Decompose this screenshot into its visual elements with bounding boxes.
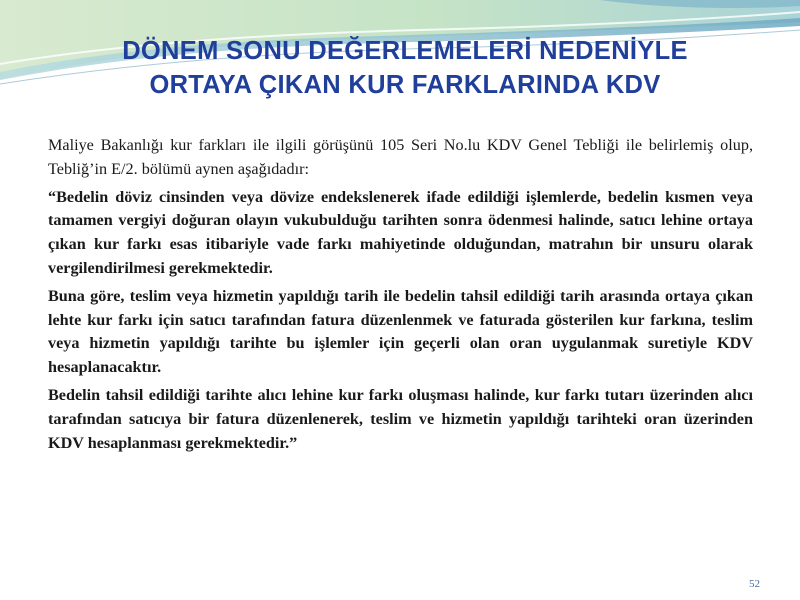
slide-title <box>40 34 770 102</box>
slide-body <box>48 134 753 459</box>
slide-title-line-1: DÖNEM SONU DEĞERLEMELERİ NEDENİYLE <box>122 37 688 65</box>
quote-paragraph-3: Bedelin tahsil edildiği tarihte alıcı lehine kur farkı oluşması halinde, kur farkı tutarı üzerinden alıcı tarafından satıcıya bir fatura düzenlenerek, teslim ve hizmetin yapıldığı tarihteki oran üzerinden KDV hesaplanması gerekmektedir.” <box>48 385 753 452</box>
intro-paragraph: Maliye Bakanlığı kur farkları ile ilgili görüşünü 105 Seri No.lu KDV Genel Tebliği ile belirlemiş olup, Tebliğ’in E/2. bölümü aynen aşağıdadır: <box>48 136 753 178</box>
quote-paragraph-2: Buna göre, teslim veya hizmetin yapıldığı tarih ile bedelin tahsil edildiği tarih arasında ortaya çıkan lehte kur farkı için satıcı tarafından fatura düzenlenmek ve faturada gösterilen kur farkına, teslim veya hizmetin yapıldığı tarihte bu işlemler için geçerli olan oran uygulanmak suretiyle KDV hesaplanacaktır. <box>48 286 753 377</box>
slide-title-line-2: ORTAYA ÇIKAN KUR FARKLARINDA KDV <box>149 71 661 99</box>
quote-paragraph-1: “Bedelin döviz cinsinden veya dövize endekslenerek ifade edildiği işlemlerde, bedelin kısmen veya tamamen vergiyi doğuran olayın vukubulduğu tarihten sonra ödenmesi halinde, satıcı lehine ortaya çıkan kur farkı esas itibariyle vade farkı mahiyetinde olduğundan, matrahın bir unsuru olarak vergilendirilmesi gerekmektedir. <box>48 187 753 277</box>
page-number: 52 <box>749 578 760 590</box>
